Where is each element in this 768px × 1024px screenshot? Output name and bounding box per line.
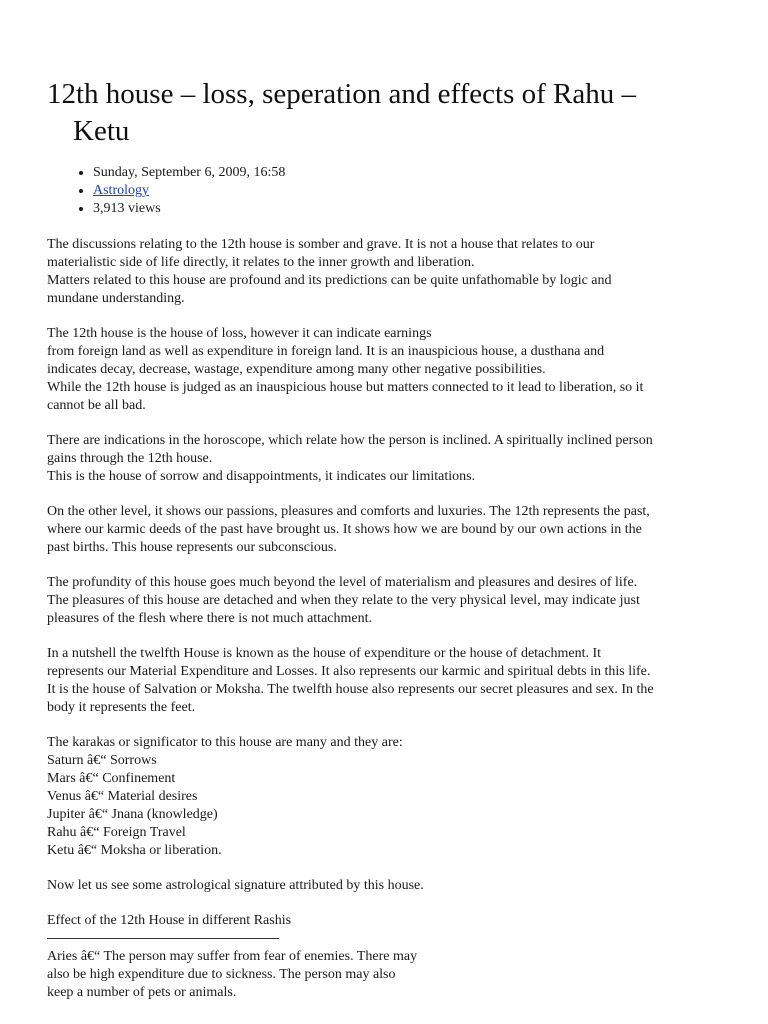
article-title-line2: Ketu [73,115,130,147]
paragraph-line: also be high expenditure due to sickness. The person may also [47,967,396,982]
paragraph-line: Aries â€“ The person may suffer from fear of enemies. There may [47,949,418,964]
paragraph-line: body it represents the feet. [47,700,196,715]
section-heading: Effect of the 12th House in different Rashis [47,913,292,928]
paragraph [47,236,727,308]
meta-views: • 3,913 views [93,200,285,218]
paragraph-line: It is the house of Salvation or Moksha. The twelfth house also represents our secret pleasures and sex. In the [47,682,654,697]
paragraph [47,325,727,415]
paragraph-line: past births. This house represents our subconscious. [47,540,337,555]
category-link[interactable]: Astrology [93,183,149,198]
karaka-item: Rahu â€“ Foreign Travel [47,825,186,840]
paragraph-line: The karakas or significator to this house are many and they are: [47,735,403,750]
paragraph-line: keep a number of pets or animals. [47,985,237,1000]
karaka-item: Ketu â€“ Moksha or liberation. [47,843,222,858]
paragraph-line: where our karmic deeds of the past have brought us. It shows how we are bound by our own actions in the [47,522,642,537]
meta-category-item [93,182,285,200]
article-title-line1: 12th house – loss, seperation and effects of Rahu – [47,78,637,110]
paragraph-line: represents our Material Expenditure and Losses. It also represents our karmic and spiritual debts in this life. [47,664,651,679]
meta-date: • Sunday, September 6, 2009, 16:58 [93,164,285,182]
paragraph-line: The profundity of this house goes much beyond the level of materialism and pleasures and desires of life. [47,575,638,590]
paragraph-line: cannot be all bad. [47,398,146,413]
paragraph-line: In a nutshell the twelfth House is known as the house of expenditure or the house of detachment. It [47,646,602,661]
paragraph-line: On the other level, it shows our passions, pleasures and comforts and luxuries. The 12th represents the past, [47,504,650,519]
paragraph-line: Matters related to this house are profound and its predictions can be quite unfathomable by logic and [47,273,612,288]
karaka-item: Saturn â€“ Sorrows [47,753,157,768]
section-divider [47,938,279,939]
karaka-item: Jupiter â€“ Jnana (knowledge) [47,807,218,822]
paragraph-line: The 12th house is the house of loss, however it can indicate earnings [47,326,432,341]
paragraph-line: The pleasures of this house are detached and when they relate to the very physical level, may indicate just [47,593,640,608]
karakas-list [47,734,727,860]
paragraph-line: Now let us see some astrological signature attributed by this house. [47,878,424,893]
karaka-item: Mars â€“ Confinement [47,771,176,786]
aries-paragraph [47,948,467,1002]
paragraph-line: There are indications in the horoscope, which relate how the person is inclined. A spiritually inclined person [47,433,653,448]
paragraph-line: materialistic side of life directly, it relates to the inner growth and liberation. [47,255,475,270]
paragraph [47,877,727,895]
paragraph [47,432,727,486]
article-title [47,76,747,150]
paragraph [47,503,727,557]
paragraph-line: pleasures of the flesh where there is not much attachment. [47,611,372,626]
paragraph [47,645,727,717]
paragraph-line: from foreign land as well as expenditure in foreign land. It is an inauspicious house, a dusthana and [47,344,605,359]
karaka-item: Venus â€“ Material desires [47,789,198,804]
paragraph [47,574,727,628]
paragraph-line: The discussions relating to the 12th house is somber and grave. It is not a house that relates to our [47,237,595,252]
paragraph-line: indicates decay, decrease, wastage, expenditure among many other negative possibilities. [47,362,546,377]
paragraph-line: gains through the 12th house. [47,451,213,466]
paragraph-line: While the 12th house is judged as an inauspicious house but matters connected to it lead to liberation, so it [47,380,644,395]
article-meta-list [47,164,285,218]
article-body [47,236,727,1019]
paragraph-line: This is the house of sorrow and disappointments, it indicates our limitations. [47,469,476,484]
paragraph-line: mundane understanding. [47,291,185,306]
